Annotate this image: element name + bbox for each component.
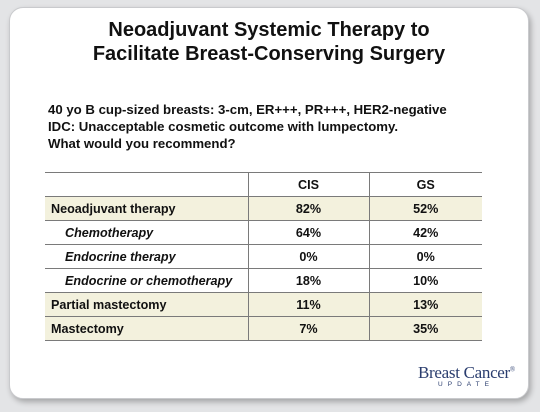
row-label: Neoadjuvant therapy [45,197,248,221]
table-row [45,293,482,317]
header-label-cell [45,173,248,197]
row-label: Partial mastectomy [45,293,248,317]
header-gs: GS [369,173,482,197]
table-header-row [45,173,482,197]
table-row [45,221,482,245]
row-label: Endocrine or chemotherapy [45,269,248,293]
table-row [45,317,482,341]
cis-value: 11% [248,293,369,317]
case-question [48,101,508,152]
row-label: Mastectomy [45,317,248,341]
question-line-2: IDC: Unacceptable cosmetic outcome with lumpectomy. [48,119,399,134]
logo-registered-mark: ® [509,365,515,374]
gs-value: 35% [369,317,482,341]
logo-subtitle: UPDATE [438,381,494,388]
slide [9,7,529,399]
table-row [45,245,482,269]
slide-title [10,18,528,66]
logo-name: Breast Cancer [418,363,510,382]
gs-value: 13% [369,293,482,317]
title-line-1: Neoadjuvant Systemic Therapy to [108,19,430,41]
question-line-1: 40 yo B cup-sized breasts: 3-cm, ER+++, PR+++, HER2-negative [48,102,447,117]
table-row [45,197,482,221]
question-line-3: What would you recommend? [48,136,236,151]
cis-value: 82% [248,197,369,221]
row-label: Endocrine therapy [45,245,248,269]
row-label: Chemotherapy [45,221,248,245]
breast-cancer-update-logo [418,363,514,388]
gs-value: 10% [369,269,482,293]
cis-value: 7% [248,317,369,341]
cis-value: 0% [248,245,369,269]
header-cis: CIS [248,173,369,197]
gs-value: 42% [369,221,482,245]
gs-value: 0% [369,245,482,269]
title-line-2: Facilitate Breast-Conserving Surgery [92,43,446,65]
cis-value: 18% [248,269,369,293]
cis-value: 64% [248,221,369,245]
gs-value: 52% [369,197,482,221]
results-table [45,172,482,341]
table-row [45,269,482,293]
